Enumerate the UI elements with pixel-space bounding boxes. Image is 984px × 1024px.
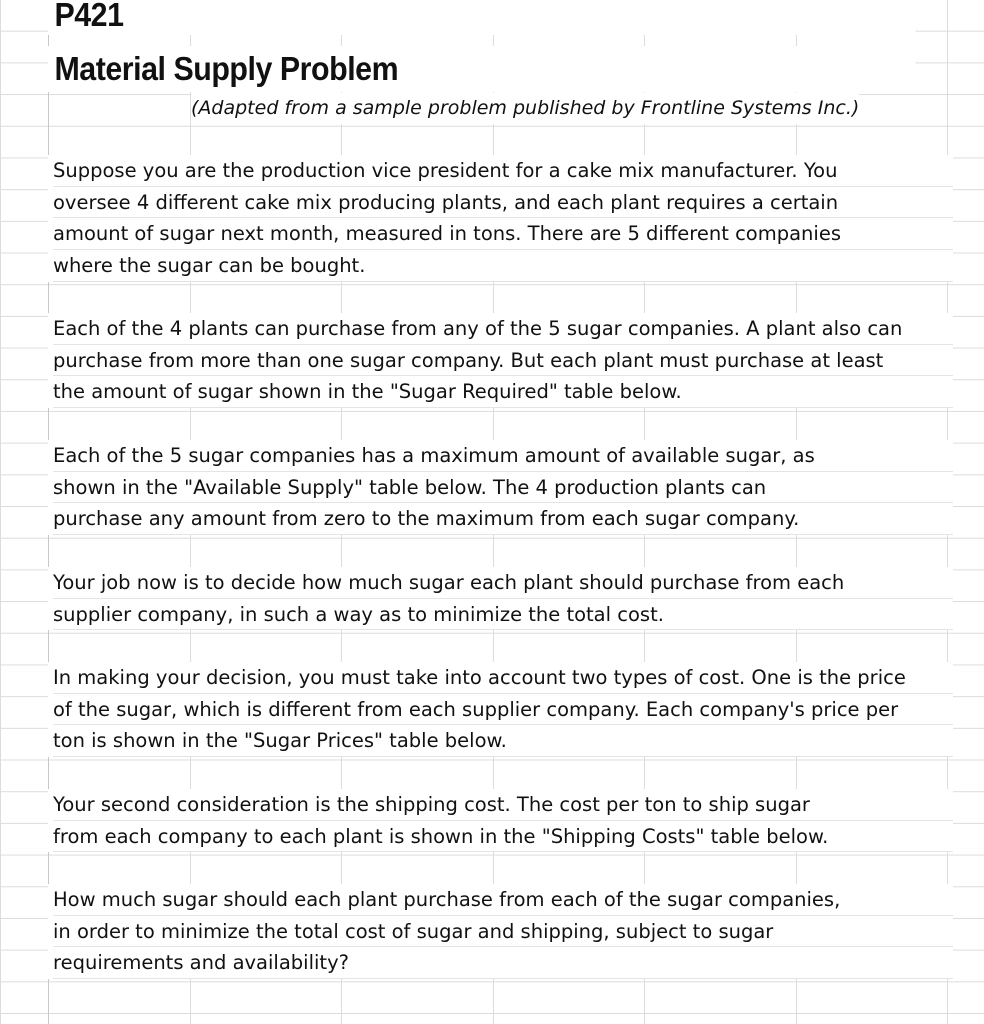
- text-line: Your second consideration is the shipping cost. The cost per ton to ship sugar: [53, 789, 953, 821]
- subtitle-cell[interactable]: (Adapted from a sample problem published by Frontline Systems Inc.): [191, 93, 859, 124]
- paragraph-cell[interactable]: [48, 440, 953, 535]
- text-line: Suppose you are the production vice president for a cake mix manufacturer. You: [53, 155, 953, 187]
- text-line: oversee 4 different cake mix producing plants, and each plant requires a certain: [53, 187, 953, 219]
- text-line: the amount of sugar shown in the "Sugar Required" table below.: [53, 376, 953, 408]
- paragraph-cell[interactable]: [48, 313, 953, 408]
- paragraph-cell[interactable]: [48, 567, 953, 630]
- text-line: How much sugar should each plant purchase from each of the sugar companies,: [53, 884, 953, 916]
- paragraph-cell[interactable]: [48, 155, 953, 282]
- text-line: Each of the 4 plants can purchase from any of the 5 sugar companies. A plant also can: [53, 313, 953, 345]
- text-line: amount of sugar next month, measured in tons. There are 5 different companies: [53, 218, 953, 250]
- paragraph-cell[interactable]: [48, 662, 953, 757]
- text-line: supplier company, in such a way as to minimize the total cost.: [53, 599, 953, 631]
- text-line: In making your decision, you must take into account two types of cost. One is the price: [53, 662, 953, 694]
- paragraph-cell[interactable]: [48, 884, 953, 979]
- text-line: Each of the 5 sugar companies has a maximum amount of available sugar, as: [53, 440, 953, 472]
- text-line: shown in the "Available Supply" table below. The 4 production plants can: [53, 472, 953, 504]
- text-line: purchase any amount from zero to the maximum from each sugar company.: [53, 503, 953, 535]
- text-line: Your job now is to decide how much sugar each plant should purchase from each: [53, 567, 953, 599]
- text-line: where the sugar can be bought.: [53, 250, 953, 282]
- text-line: purchase from more than one sugar company. But each plant must purchase at least: [53, 345, 953, 377]
- text-line: in order to minimize the total cost of sugar and shipping, subject to sugar: [53, 916, 953, 948]
- text-line: from each company to each plant is shown in the "Shipping Costs" table below.: [53, 821, 953, 853]
- text-line: of the sugar, which is different from each supplier company. Each company's price per: [53, 694, 953, 726]
- text-line: requirements and availability?: [53, 947, 953, 979]
- problem-title-cell[interactable]: Material Supply Problem: [48, 46, 916, 92]
- text-line: ton is shown in the "Sugar Prices" table below.: [53, 725, 953, 757]
- problem-code-cell[interactable]: P421: [48, 0, 916, 35]
- paragraph-cell[interactable]: [48, 789, 953, 852]
